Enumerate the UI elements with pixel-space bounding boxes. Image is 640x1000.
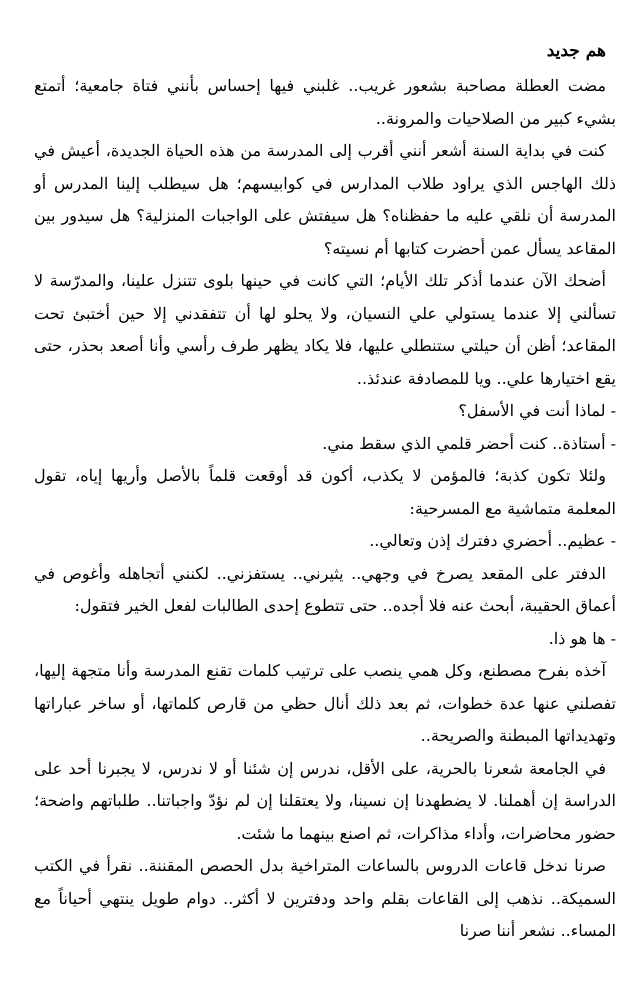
paragraph: في الجامعة شعرنا بالحرية، على الأقل، ندرس إن شئنا أو لا ندرس، لا يجبرنا أحد على الدراسة إن أهملنا. لا يضطهدنا إن نسينا، ولا يعتقلنا إن لم نؤدّ واجباتنا.. طلباتهم واضحة؛ حضور محاضرات، وأداء مذاكرات، ثم اصنع بينهما ما شئت.	[34, 758, 616, 843]
paragraph: صرنا ندخل قاعات الدروس بالساعات المتراخية بدل الحصص المقننة.. نقرأ في الكتب السميكة.. نذهب إلى القاعات بقلم واحد ودفترين لا أكثر.. دوام طويل ينتهي أحياناً مع المساء.. نشعر أننا صرنا	[34, 856, 616, 940]
document-title: هم جديد	[546, 41, 606, 61]
document-page	[34, 36, 616, 948]
dialogue-line: - أستاذة.. كنت أحضر قلمي الذي سقط مني.	[322, 433, 616, 453]
paragraph: أضحك الآن عندما أذكر تلك الأيام؛ التي كانت في حينها بلوى تتنزل علينا، والمدرّسة لا تسألني إلا عندما يستولي علي النسيان، ولا يحلو لها أن تتفقدني إلا حين أختبئ تحت المقاعد؛ أظن أن حيلتي ستنطلي عليها، فلا يكاد يظهر طرف رأسي وأنا أصعد بحذر، حتى يقع اختيارها علي.. ويا للمصادفة عندئذ..	[34, 271, 617, 388]
paragraph: ولئلا تكون كذبة؛ فالمؤمن لا يكذب، أكون قد أوقعت قلماً بالأصل وأريها إياه، تقول المعلمة متماشية مع المسرحية:	[34, 466, 616, 518]
paragraph: مضت العطلة مصاحبة بشعور غريب.. غلبني فيها إحساس بأنني فتاة جامعية؛ أتمتع بشيء كبير من الصلاحيات والمرونة..	[34, 76, 616, 128]
paragraph: كنت في بداية السنة أشعر أنني أقرب إلى المدرسة من هذه الحياة الجديدة، أعيش في ذلك الهاجس الذي يراود طلاب المدارس في كوابيسهم؛ هل سيطلب إلينا المدرس أو المدرسة أن نلقي عليه ما حفظناه؟ هل سيفتش على الواجبات المنزلية؟ هل سيدور بين المقاعد يسأل عمن أحضرت كتابها أم نسيته؟	[34, 141, 616, 258]
dialogue-line: - ها هو ذا.	[548, 628, 616, 648]
dialogue-line: - لماذا أنت في الأسفل؟	[458, 401, 616, 420]
dialogue-line: - عظيم.. أحضري دفترك إذن وتعالي..	[369, 531, 616, 550]
paragraph: آخذه بفرح مصطنع، وكل همي ينصب على ترتيب كلمات تقنع المدرسة وأنا متجهة إليها، تفصلني عنها عدة خطوات، ثم بعد ذلك أنال حظي من قارص كلماتها، أو ساخر عباراتها وتهديداتها المبطنة والصريحة..	[34, 661, 616, 745]
paragraph: الدفتر على المقعد يصرخ في وجهي.. يثيرني.. يستفزني.. لكنني أتجاهله وأغوص في أعماق الحقيبة، أبحث عنه فلا أجده.. حتى تتطوع إحدى الطالبات لفعل الخير فتقول:	[34, 563, 616, 615]
